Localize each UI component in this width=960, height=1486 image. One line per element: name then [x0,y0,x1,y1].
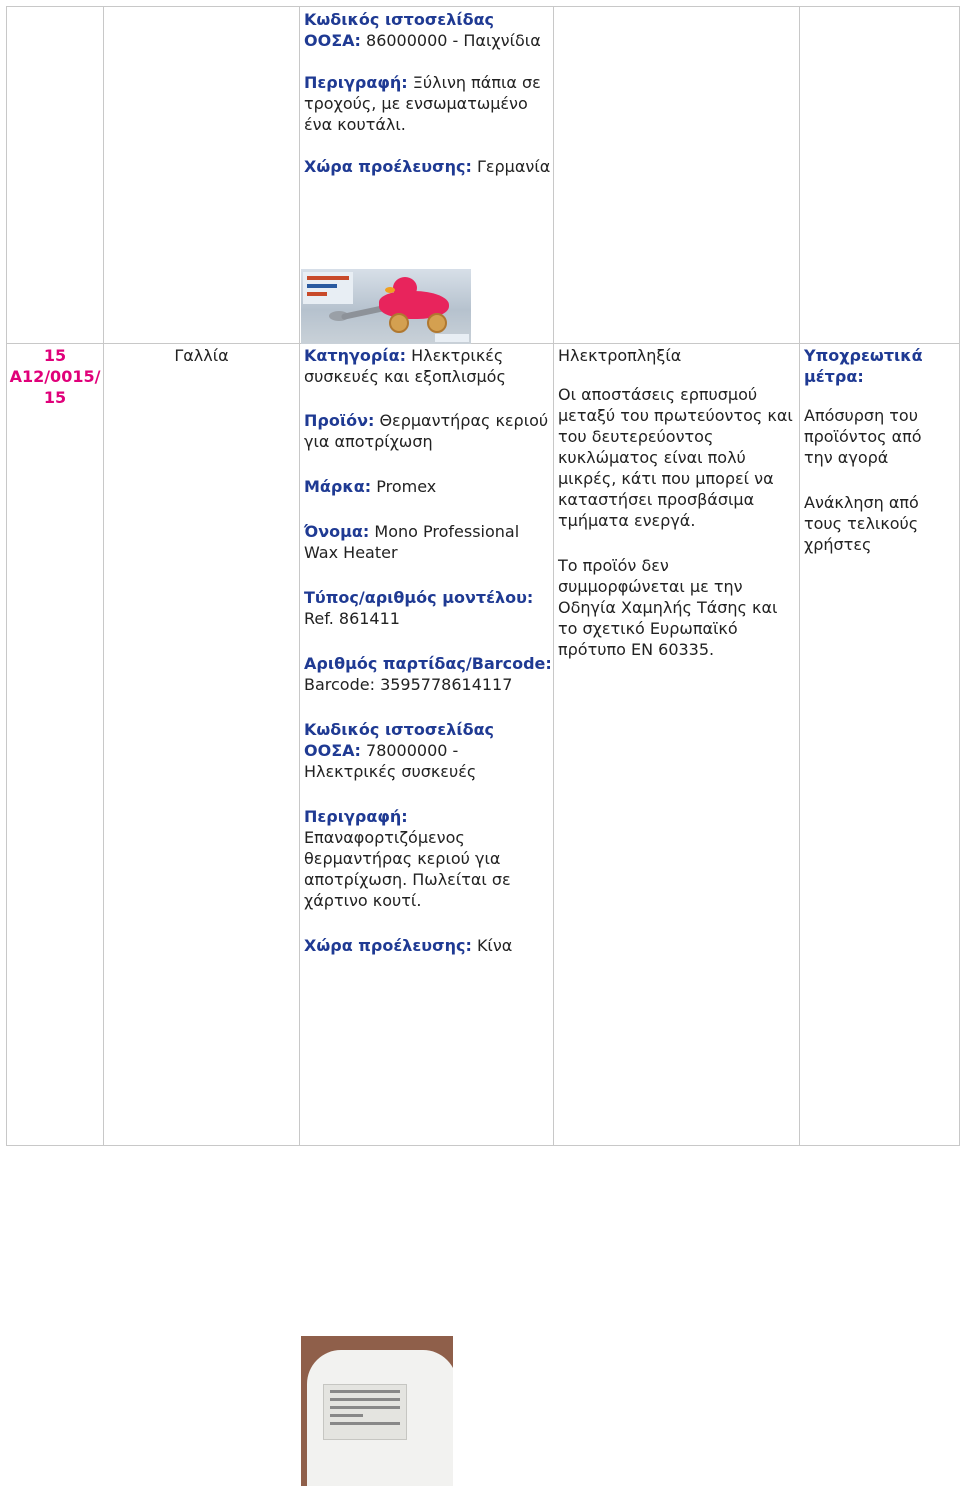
category-label: Κατηγορία: [304,346,406,365]
batch-label: Αριθμός παρτίδας/Barcode: [304,654,552,673]
name-value: Mono Professional Wax Heater [304,522,520,562]
product-label: Προϊόν: [304,411,375,430]
category-value: Ηλεκτρικές συσκευές και εξοπλισμός [304,346,506,386]
measures-label: Υποχρεωτικά μέτρα: [804,346,923,386]
wax-heater-photo [301,1336,453,1486]
origin-value: Γερμανία [476,157,551,176]
oecd-value: 78000000 - Ηλεκτρικές συσκευές [304,741,477,781]
description-label: Περιγραφή: [304,807,408,826]
description-label: Περιγραφή: [304,73,408,92]
measure-recall: Ανάκληση από τους τελικούς χρήστες [804,493,919,554]
product-value: Θερμαντήρας κεριού για αποτρίχωση [304,411,549,451]
origin-label: Χώρα προέλευσης: [304,157,472,176]
table-row [7,7,960,344]
origin-label: Χώρα προέλευσης: [304,936,472,955]
measure-withdrawal: Απόσυρση του προϊόντος από την αγορά [804,406,922,467]
alert-number: 15 A12/0015/ 15 [9,346,101,407]
description-value: Ξύλινη πάπια σε τροχούς, με ενσωματωμένο ένα κουτάλι. [304,73,541,134]
table-row [7,344,960,1146]
oecd-label: Κωδικός ιστοσελίδας ΟΟΣΑ: [304,720,495,760]
model-label: Τύπος/αριθμός μοντέλου: [304,588,534,607]
description-value: Επαναφορτιζόμενος θερμαντήρας κεριού για αποτρίχωση. Πωλείται σε χάρτινο κουτί. [304,828,511,910]
risk-description: Οι αποστάσεις ερπυσμού μεταξύ του πρωτεύοντος και του δευτερεύοντος κυκλώματος είναι πολύ μικρές, κάτι που μπορεί να καταστήσει προσβάσιμα τμήματα ενεργά. [558,385,793,530]
risk-noncompliance: Το προϊόν δεν συμμορφώνεται με την Οδηγία Χαμηλής Τάσης και το σχετικό Ευρωπαϊκό πρότυπο EN 60335. [558,556,778,659]
origin-value: Κίνα [476,936,513,955]
toy-duck-photo [301,269,471,344]
brand-label: Μάρκα: [304,477,372,496]
oecd-value: 86000000 - Παιχνίδια [366,31,541,50]
alert-table [6,6,960,1146]
batch-value: Barcode: 3595778614117 [304,675,513,694]
brand-value: Promex [376,477,437,496]
oecd-label: Κωδικός ιστοσελίδας ΟΟΣΑ: [304,10,495,50]
risk-type: Ηλεκτροπληξία [558,346,682,365]
model-value: Ref. 861411 [304,609,400,628]
name-label: Όνομα: [304,522,370,541]
notifying-country: Γαλλία [174,346,229,365]
